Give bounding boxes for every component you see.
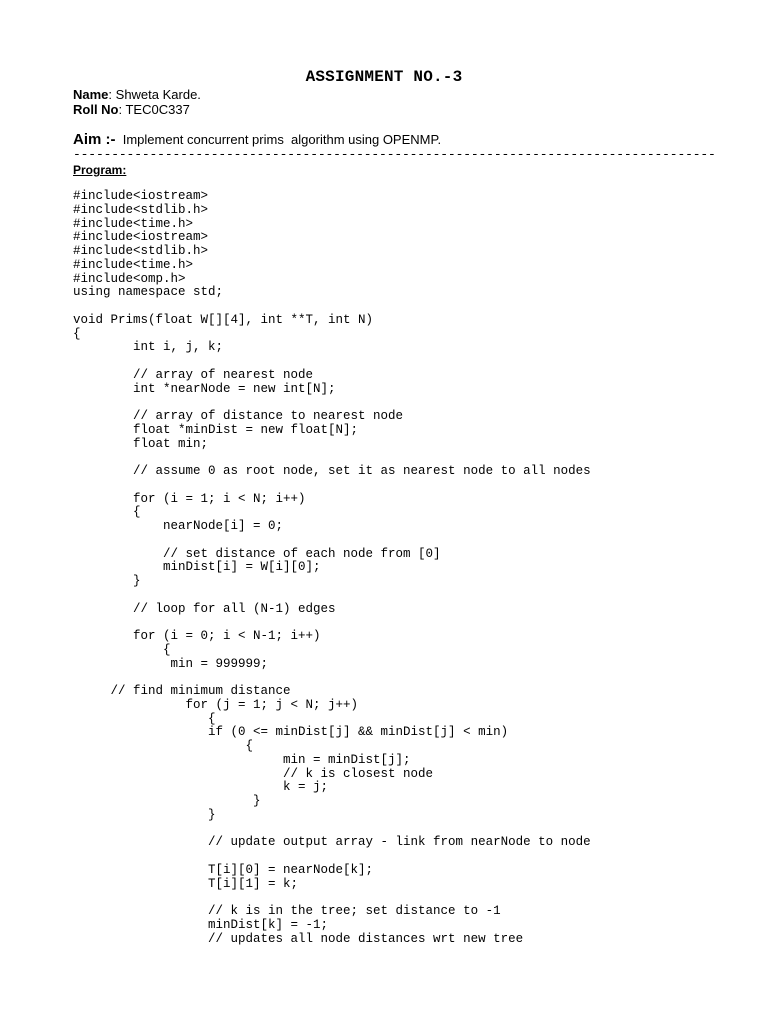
code-line: float min; xyxy=(73,436,209,451)
code-line: int *nearNode = new int[N]; xyxy=(73,381,336,396)
code-line: } xyxy=(73,794,261,808)
code-line: #include<iostream> xyxy=(73,189,209,203)
code-line xyxy=(73,671,591,685)
code-line: float *minDist = new float[N]; xyxy=(73,422,359,437)
code-line: if (0 <= minDist[j] && minDist[j] < min) xyxy=(73,725,509,740)
separator-line: ------------------------------------------------------------------------------------ xyxy=(73,147,716,162)
code-line: // find minimum distance xyxy=(73,684,291,698)
code-line: for (j = 1; j < N; j++) xyxy=(73,697,359,712)
code-line xyxy=(73,479,591,493)
code-line xyxy=(73,589,591,603)
code-line xyxy=(73,355,591,369)
code-line: { xyxy=(73,505,141,520)
code-line: min = minDist[j]; xyxy=(73,752,411,767)
code-line: { xyxy=(73,711,216,726)
name-label: Name xyxy=(73,87,109,102)
roll-value: : TEC0C337 xyxy=(118,102,190,117)
code-line xyxy=(73,451,591,465)
code-line: int i, j, k; xyxy=(73,340,224,355)
code-line: #include<stdlib.h> xyxy=(73,244,209,258)
student-name-line xyxy=(73,87,201,102)
code-line: using namespace std; xyxy=(73,285,224,300)
code-line xyxy=(73,396,591,410)
code-line: { xyxy=(73,642,171,657)
code-line: // assume 0 as root node, set it as nearest node to all nodes xyxy=(73,464,591,478)
code-line: minDist[i] = W[i][0]; xyxy=(73,560,321,575)
code-line: T[i][1] = k; xyxy=(73,876,299,891)
name-value: : Shweta Karde. xyxy=(108,87,201,102)
code-line xyxy=(73,850,591,864)
code-line: min = 999999; xyxy=(73,656,269,671)
code-block xyxy=(73,190,591,946)
code-line: // k is in the tree; set distance to -1 xyxy=(73,904,501,918)
code-line: k = j; xyxy=(73,780,329,795)
code-line: void Prims(float W[][4], int **T, int N) xyxy=(73,312,374,327)
program-label: Program: xyxy=(73,163,127,177)
code-line: // set distance of each node from [0] xyxy=(73,546,441,561)
code-line: #include<stdlib.h> xyxy=(73,202,209,217)
code-line: #include<time.h> xyxy=(73,257,194,272)
code-line: #include<omp.h> xyxy=(73,271,186,286)
code-line: } xyxy=(73,574,141,588)
code-line: { xyxy=(73,739,254,753)
code-line: nearNode[i] = 0; xyxy=(73,519,284,533)
code-line: // updates all node distances wrt new tree xyxy=(73,931,524,946)
aim-text: Implement concurrent prims algorithm using OPENMP. xyxy=(115,132,442,147)
code-line: // loop for all (N-1) edges xyxy=(73,601,336,616)
roll-number-line xyxy=(73,102,190,117)
code-line xyxy=(73,891,591,905)
code-line: // k is closest node xyxy=(73,766,434,781)
aim-label: Aim :- xyxy=(73,131,116,148)
code-line: for (i = 0; i < N-1; i++) xyxy=(73,629,321,643)
code-line: // update output array - link from nearNode to node xyxy=(73,835,591,850)
roll-label: Roll No xyxy=(73,102,119,117)
code-line xyxy=(73,300,591,314)
code-line: #include<iostream> xyxy=(73,230,209,245)
code-line: #include<time.h> xyxy=(73,216,194,231)
assignment-title: ASSIGNMENT NO.-3 xyxy=(305,68,463,86)
code-line: } xyxy=(73,807,216,822)
code-line: minDist[k] = -1; xyxy=(73,917,329,932)
code-line: T[i][0] = nearNode[k]; xyxy=(73,862,374,877)
code-line: for (i = 1; i < N; i++) xyxy=(73,491,306,506)
code-line: // array of distance to nearest node xyxy=(73,409,404,423)
code-line: { xyxy=(73,326,81,341)
code-line xyxy=(73,823,591,837)
code-line xyxy=(73,616,591,630)
code-line: // array of nearest node xyxy=(73,367,314,382)
code-line xyxy=(73,534,591,548)
